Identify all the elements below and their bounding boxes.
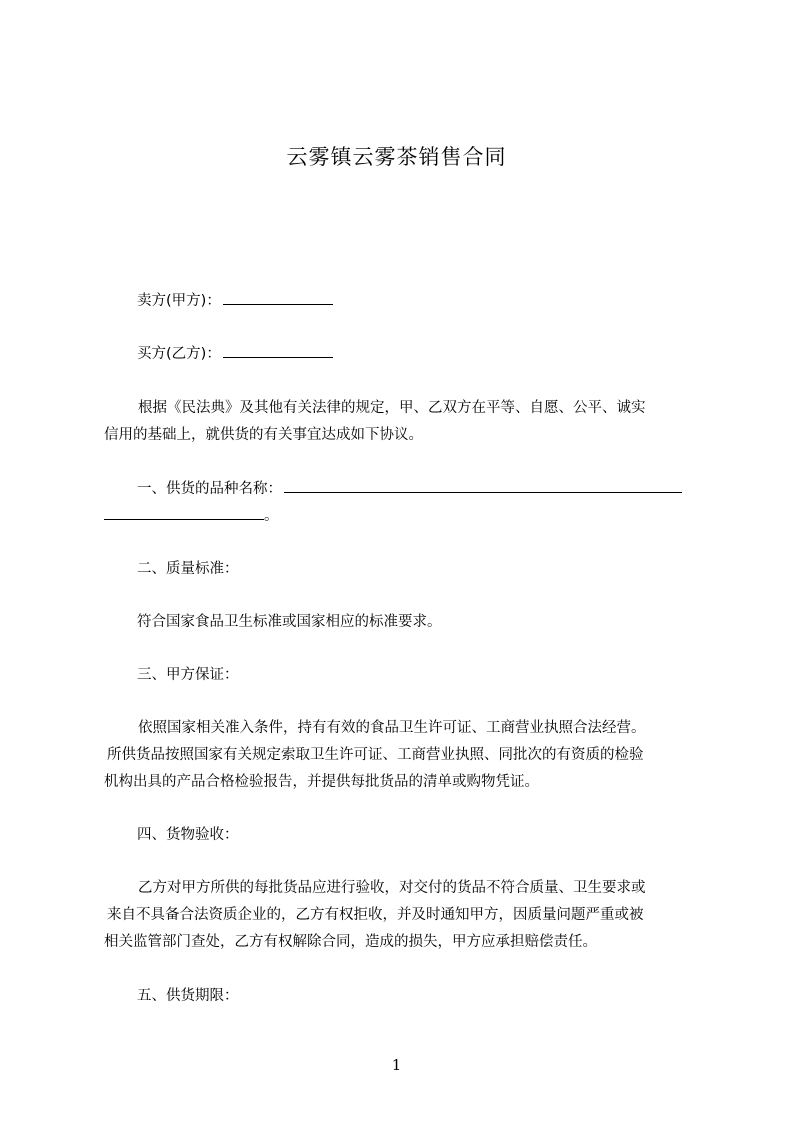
- seller-line: [137, 291, 333, 311]
- section4-line-2: 来自不具备合法资质企业的，乙方有权拒收，并及时通知甲方，因质量问题严重或被: [107, 907, 644, 923]
- document-title: 云雾镇云雾茶销售合同: [286, 145, 507, 169]
- section1-end: 。: [264, 508, 279, 524]
- section3-line-3: 机构出具的产品合格检验报告，并提供每批货品的清单或购物凭证。: [104, 774, 539, 790]
- section2-heading: 二、质量标准：: [137, 561, 239, 577]
- section4-line-3: 相关监管部门查处，乙方有权解除合同，造成的损失，甲方应承担赔偿责任。: [104, 934, 597, 950]
- section1-blank-1: [284, 479, 682, 493]
- section3-line-2: 所供货品按照国家有关规定索取卫生许可证、工商营业执照、同批次的有资质的检验: [107, 747, 644, 763]
- section4-line-1: 乙方对甲方所供的每批货品应进行验收，对交付的货品不符合质量、卫生要求或: [138, 880, 646, 896]
- buyer-line: [137, 344, 333, 364]
- buyer-label: 买方(乙方)：: [137, 346, 221, 362]
- page-number: 1: [391, 1056, 402, 1074]
- intro-line-2: 信用的基础上，就供货的有关事宜达成如下协议。: [104, 427, 423, 443]
- seller-label: 卖方(甲方)：: [137, 293, 221, 309]
- section1-blank-2: [104, 506, 264, 520]
- intro-line-1: 根据《民法典》及其他有关法律的规定，甲、乙双方在平等、自愿、公平、诚实: [138, 400, 646, 416]
- seller-blank: [223, 291, 333, 305]
- section3-heading: 三、甲方保证：: [137, 667, 239, 683]
- section2-body: 符合国家食品卫生标准或国家相应的标准要求。: [137, 614, 442, 630]
- section1-line: [137, 479, 682, 499]
- section5-heading: 五、供货期限：: [137, 988, 239, 1004]
- section1-heading: 一、供货的品种名称：: [137, 481, 282, 497]
- section1-continuation: [104, 506, 279, 526]
- section4-heading: 四、货物验收：: [137, 827, 239, 843]
- buyer-blank: [223, 344, 333, 358]
- section3-line-1: 依照国家相关准入条件，持有有效的食品卫生许可证、工商营业执照合法经营。: [138, 720, 646, 736]
